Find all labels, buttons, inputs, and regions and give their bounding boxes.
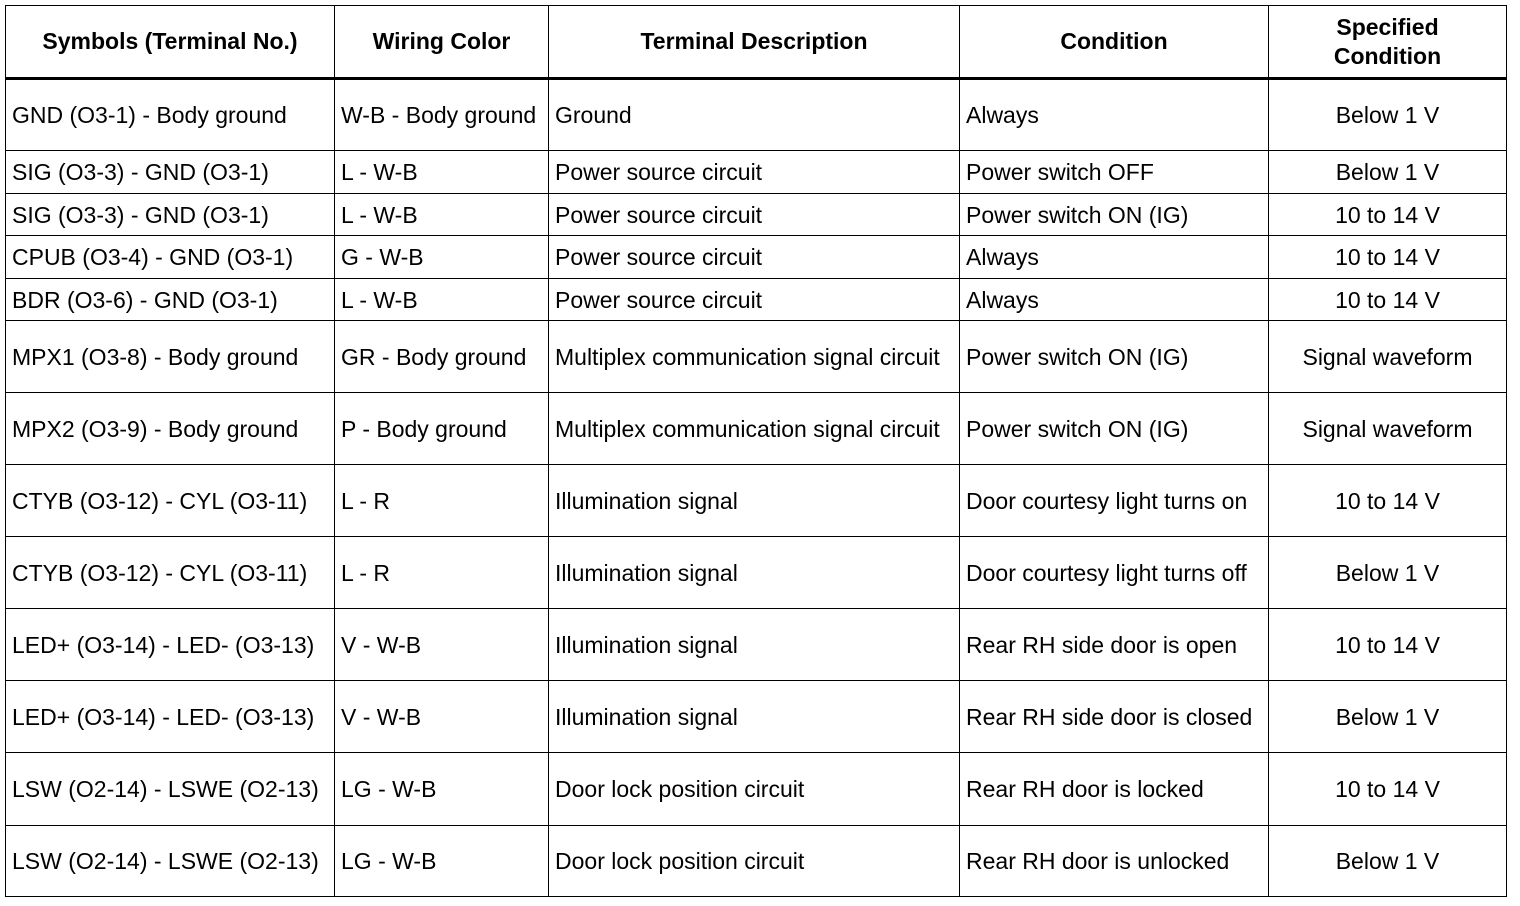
cell-symbols: GND (O3-1) - Body ground [6, 79, 335, 151]
cell-symbols: MPX2 (O3-9) - Body ground [6, 393, 335, 465]
cell-wiring-color: LG - W-B [335, 753, 549, 826]
cell-condition: Door courtesy light turns on [960, 465, 1269, 537]
cell-specified-condition: 10 to 14 V [1269, 465, 1507, 537]
cell-wiring-color: L - R [335, 465, 549, 537]
cell-condition: Always [960, 79, 1269, 151]
cell-specified-condition: Below 1 V [1269, 151, 1507, 194]
cell-terminal-description: Power source circuit [549, 194, 960, 236]
cell-symbols: LSW (O2-14) - LSWE (O2-13) [6, 826, 335, 897]
cell-symbols: BDR (O3-6) - GND (O3-1) [6, 279, 335, 321]
cell-symbols: CTYB (O3-12) - CYL (O3-11) [6, 465, 335, 537]
cell-specified-condition: Signal waveform [1269, 393, 1507, 465]
cell-wiring-color: G - W-B [335, 236, 549, 279]
cell-specified-condition: 10 to 14 V [1269, 753, 1507, 826]
cell-condition: Rear RH side door is closed [960, 681, 1269, 753]
cell-condition: Power switch OFF [960, 151, 1269, 194]
cell-symbols: LSW (O2-14) - LSWE (O2-13) [6, 753, 335, 826]
table-header-row [6, 6, 1507, 79]
header-wiring-color: Wiring Color [335, 6, 549, 79]
cell-terminal-description: Door lock position circuit [549, 826, 960, 897]
table-row [6, 321, 1507, 393]
cell-specified-condition: 10 to 14 V [1269, 236, 1507, 279]
header-terminal-description: Terminal Description [549, 6, 960, 79]
cell-wiring-color: V - W-B [335, 609, 549, 681]
cell-wiring-color: W-B - Body ground [335, 79, 549, 151]
cell-specified-condition: 10 to 14 V [1269, 609, 1507, 681]
cell-condition: Rear RH door is unlocked [960, 826, 1269, 897]
header-condition: Condition [960, 6, 1269, 79]
table-row [6, 753, 1507, 826]
cell-specified-condition: Below 1 V [1269, 79, 1507, 151]
header-specified-condition: Specified Condition [1269, 6, 1507, 79]
cell-wiring-color: L - W-B [335, 279, 549, 321]
cell-wiring-color: V - W-B [335, 681, 549, 753]
cell-wiring-color: P - Body ground [335, 393, 549, 465]
table-row [6, 465, 1507, 537]
cell-condition: Power switch ON (IG) [960, 194, 1269, 236]
table-row [6, 279, 1507, 321]
cell-symbols: SIG (O3-3) - GND (O3-1) [6, 151, 335, 194]
table-row [6, 194, 1507, 236]
cell-condition: Door courtesy light turns off [960, 537, 1269, 609]
cell-terminal-description: Illumination signal [549, 681, 960, 753]
cell-terminal-description: Multiplex communication signal circuit [549, 321, 960, 393]
table-row [6, 609, 1507, 681]
header-symbols: Symbols (Terminal No.) [6, 6, 335, 79]
cell-condition: Always [960, 236, 1269, 279]
cell-symbols: SIG (O3-3) - GND (O3-1) [6, 194, 335, 236]
cell-symbols: MPX1 (O3-8) - Body ground [6, 321, 335, 393]
table-row [6, 393, 1507, 465]
cell-condition: Rear RH door is locked [960, 753, 1269, 826]
cell-terminal-description: Illumination signal [549, 609, 960, 681]
cell-wiring-color: L - W-B [335, 194, 549, 236]
terminal-inspection-table [5, 5, 1507, 897]
cell-terminal-description: Illumination signal [549, 537, 960, 609]
cell-wiring-color: L - W-B [335, 151, 549, 194]
cell-terminal-description: Multiplex communication signal circuit [549, 393, 960, 465]
cell-symbols: LED+ (O3-14) - LED- (O3-13) [6, 609, 335, 681]
cell-terminal-description: Illumination signal [549, 465, 960, 537]
cell-specified-condition: Below 1 V [1269, 537, 1507, 609]
cell-condition: Power switch ON (IG) [960, 393, 1269, 465]
cell-symbols: LED+ (O3-14) - LED- (O3-13) [6, 681, 335, 753]
table-row [6, 537, 1507, 609]
cell-symbols: CPUB (O3-4) - GND (O3-1) [6, 236, 335, 279]
cell-condition: Rear RH side door is open [960, 609, 1269, 681]
table-row [6, 681, 1507, 753]
cell-terminal-description: Power source circuit [549, 236, 960, 279]
cell-specified-condition: Below 1 V [1269, 826, 1507, 897]
cell-terminal-description: Power source circuit [549, 279, 960, 321]
cell-terminal-description: Ground [549, 79, 960, 151]
cell-specified-condition: 10 to 14 V [1269, 194, 1507, 236]
table-row [6, 236, 1507, 279]
cell-specified-condition: 10 to 14 V [1269, 279, 1507, 321]
cell-specified-condition: Below 1 V [1269, 681, 1507, 753]
table-row [6, 151, 1507, 194]
cell-condition: Always [960, 279, 1269, 321]
cell-terminal-description: Door lock position circuit [549, 753, 960, 826]
cell-wiring-color: LG - W-B [335, 826, 549, 897]
cell-terminal-description: Power source circuit [549, 151, 960, 194]
cell-wiring-color: GR - Body ground [335, 321, 549, 393]
cell-specified-condition: Signal waveform [1269, 321, 1507, 393]
cell-symbols: CTYB (O3-12) - CYL (O3-11) [6, 537, 335, 609]
table-row [6, 79, 1507, 151]
table-row [6, 826, 1507, 897]
cell-wiring-color: L - R [335, 537, 549, 609]
cell-condition: Power switch ON (IG) [960, 321, 1269, 393]
